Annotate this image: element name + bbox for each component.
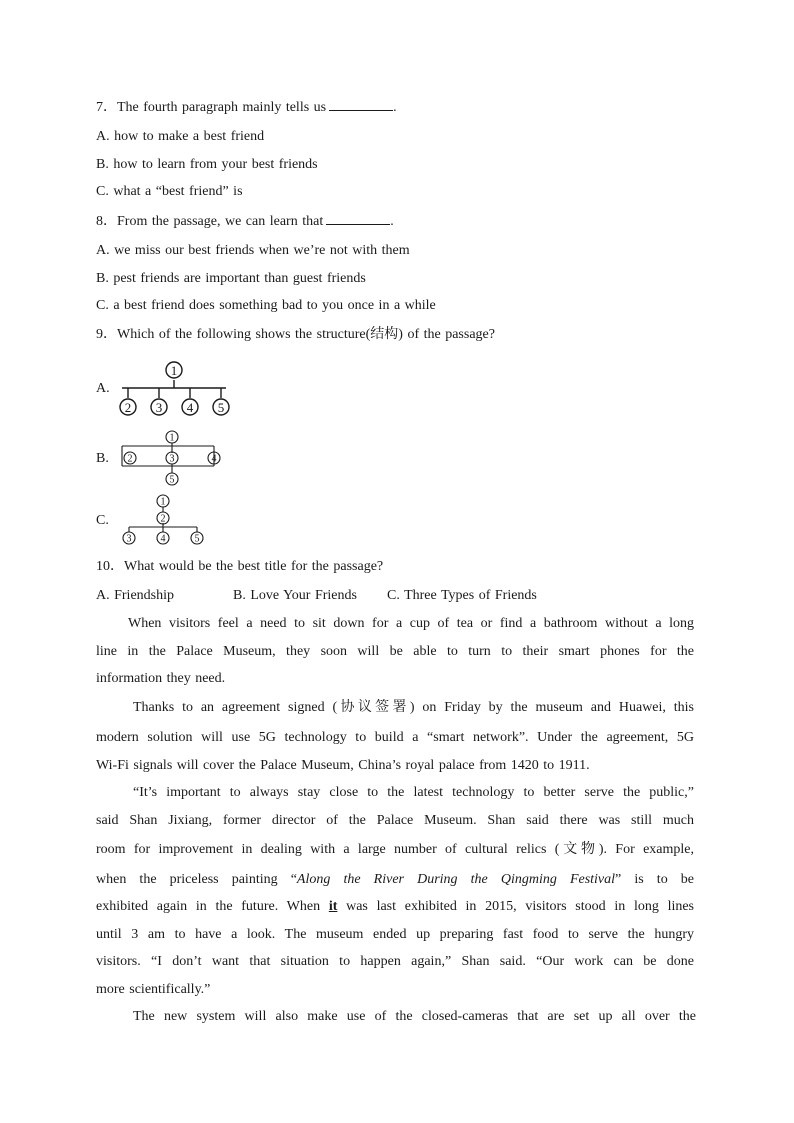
question-7-option-b: B. how to learn from your best friends — [96, 157, 318, 172]
diagram-node: 2 — [124, 400, 132, 415]
question-7-option-a: A. how to make a best friend — [96, 129, 265, 144]
diagram-node: 4 — [160, 533, 166, 545]
passage-p2-line-2: modern solution will use 5G technology to build a “smart network”. Under the agreement, 5G — [96, 730, 694, 745]
question-8-option-a: A. we miss our best friends when we’re not with them — [96, 243, 410, 258]
diagram-node: 5 — [217, 400, 225, 415]
diagram-node: 2 — [127, 453, 133, 465]
diagram-node: 3 — [155, 400, 163, 415]
passage-p2-line-1: Thanks to an agreement signed (协议签署) on Friday by the museum and Huawei, this — [133, 700, 694, 715]
passage-p1-line-1: When visitors feel a need to sit down for a cup of tea or find a bathroom without a long — [128, 616, 694, 631]
structure-diagram-c — [116, 493, 216, 547]
diagram-node: 3 — [169, 453, 175, 465]
passage-p3-line-2: said Shan Jixiang, former director of the Palace Museum. Shan said there was still much — [96, 813, 694, 828]
diagram-node: 1 — [170, 363, 178, 378]
question-8 — [96, 212, 696, 231]
question-9-option-b-label: B. — [96, 451, 109, 466]
diagram-node: 5 — [194, 533, 200, 545]
passage-p3-line-1: “It’s important to always stay close to the latest technology to better serve the public,” — [133, 785, 694, 800]
diagram-node: 5 — [169, 474, 175, 486]
question-9-option-c-label: C. — [96, 513, 109, 528]
question-9-option-a-label: A. — [96, 381, 110, 396]
question-8-option-c: C. a best friend does something bad to you once in a while — [96, 298, 436, 313]
question-10-options — [96, 587, 696, 605]
diagram-node: 4 — [211, 453, 217, 465]
structure-diagram-b — [116, 428, 226, 488]
passage-p3-line-3: room for improvement in dealing with a large number of cultural relics (文物). For example, — [96, 842, 694, 857]
question-10-option-b: B. Love Your Friends — [233, 588, 357, 603]
diagram-node: 2 — [160, 513, 166, 525]
question-8-stem: 8．From the passage, we can learn that — [96, 214, 324, 229]
passage-p3-line-8: more scientifically.” — [96, 982, 211, 997]
painting-title: Along the River During the Qingming Festival — [296, 872, 616, 887]
diagram-node: 4 — [186, 400, 194, 415]
text-run: exhibited again in the future. When — [96, 899, 321, 914]
question-8-end: . — [390, 214, 394, 229]
structure-diagram-a — [116, 356, 236, 420]
question-10-option-c: C. Three Types of Friends — [387, 588, 537, 603]
text-run: was last exhibited in 2015, visitors stood in long lines — [346, 899, 695, 914]
passage-p1-line-2: line in the Palace Museum, they soon will be able to turn to their smart phones for the — [96, 644, 694, 659]
passage-p4-line-1: The new system will also make use of the closed-cameras that are set up all over the — [133, 1009, 696, 1024]
underlined-word: it — [328, 899, 338, 914]
question-9-stem: 9．Which of the following shows the structure(结构) of the passage? — [96, 327, 495, 342]
diagram-node: 1 — [160, 496, 166, 508]
text-run: when the priceless painting “ — [96, 872, 297, 887]
answer-blank — [329, 98, 393, 111]
passage-p3-line-5 — [96, 898, 694, 916]
question-7-stem: 7．The fourth paragraph mainly tells us — [96, 100, 327, 115]
question-10-option-a: A. Friendship — [96, 588, 174, 603]
text-run: ” is to be — [615, 872, 695, 887]
answer-blank — [326, 212, 390, 225]
passage-p3-line-6: until 3 am to have a look. The museum ended up preparing fast food to serve the hungry — [96, 927, 694, 942]
question-7-end: . — [393, 100, 397, 115]
diagram-node: 3 — [126, 533, 132, 545]
passage-p1-line-3: information they need. — [96, 671, 226, 686]
question-10-stem: 10．What would be the best title for the passage? — [96, 559, 384, 574]
diagram-node: 1 — [169, 432, 175, 444]
passage-p3-line-4 — [96, 871, 694, 889]
passage-p2-line-3: Wi-Fi signals will cover the Palace Museum, China’s royal palace from 1420 to 1911. — [96, 758, 590, 773]
question-7-option-c: C. what a “best friend” is — [96, 184, 243, 199]
question-7 — [96, 98, 696, 117]
question-8-option-b: B. pest friends are important than guest friends — [96, 271, 366, 286]
passage-p3-line-7: visitors. “I don’t want that situation to happen again,” Shan said. “Our work can be done — [96, 954, 694, 969]
